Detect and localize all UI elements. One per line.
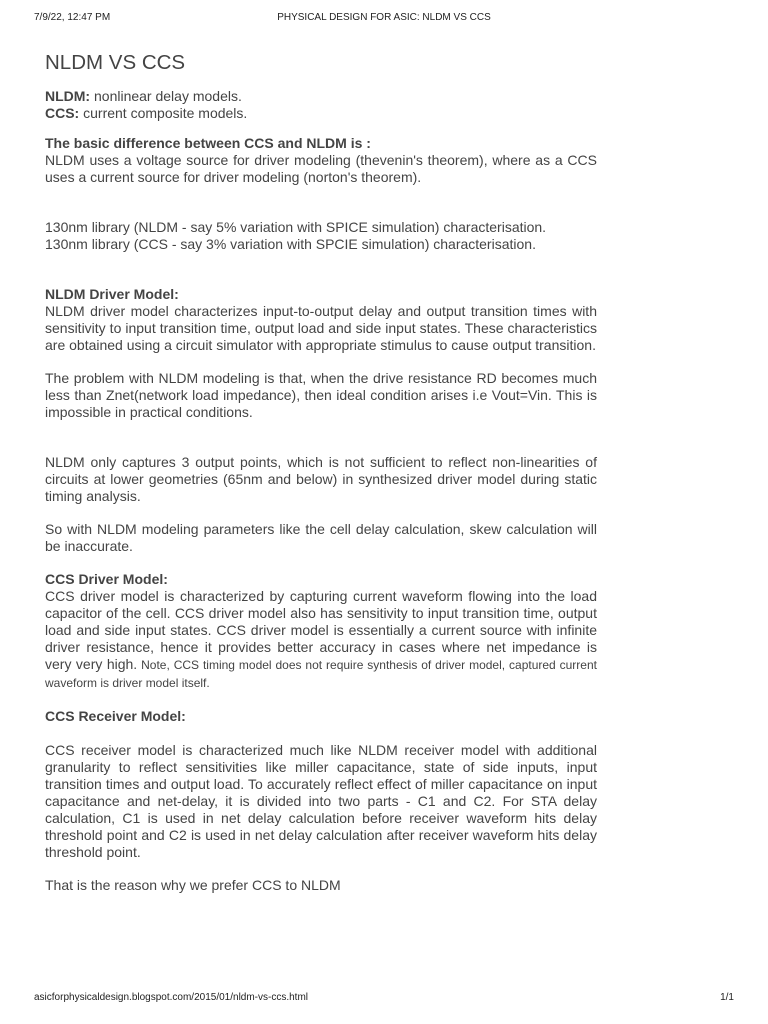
article: [45, 50, 597, 894]
ccs-receiver-heading: CCS Receiver Model:: [45, 708, 186, 724]
definition-nldm: [45, 88, 597, 105]
library-ccs: 130nm library (CCS - say 3% variation with SPCIE simulation) characterisation.: [45, 236, 536, 252]
library-nldm: 130nm library (NLDM - say 5% variation with SPICE simulation) characterisation.: [45, 219, 547, 235]
print-url: asicforphysicaldesign.blogspot.com/2015/01/nldm-vs-ccs.html: [34, 992, 309, 1003]
difference-text: NLDM uses a voltage source for driver modeling (thevenin's theorem), where as a CCS uses a current source for driver modeling (norton's theorem).: [45, 152, 597, 185]
print-title: PHYSICAL DESIGN FOR ASIC: NLDM VS CCS: [277, 12, 491, 23]
nldm-problem-text: The problem with NLDM modeling is that, when the drive resistance RD becomes much less than Znet(network load impedance), then ideal condition arises i.e Vout=Vin. This is impossible in practical conditions.: [45, 370, 597, 420]
definition-nldm-term: NLDM:: [45, 88, 91, 104]
nldm-driver-text: NLDM driver model characterizes input-to-output delay and output transition times with sensitivity to input transition time, output load and side input states. These characteristics are obtained using a circuit simulator with appropriate stimulus to cause output transition.: [45, 303, 597, 353]
page-number: 1/1: [720, 992, 734, 1003]
ccs-driver-text: [45, 588, 597, 692]
nldm-inaccurate-text: So with NLDM modeling parameters like the cell delay calculation, skew calculation will be inaccurate.: [45, 521, 597, 554]
definition-ccs-term: CCS:: [45, 105, 80, 121]
print-date: 7/9/22, 12:47 PM: [34, 12, 111, 23]
ccs-driver-note: Note, CCS timing model does not require synthesis of driver model, captured current waveform is driver model itself.: [45, 658, 597, 690]
nldm-points-text: NLDM only captures 3 output points, which is not sufficient to reflect non-linearities of circuits at lower geometries (65nm and below) in synthesized driver model during static timing analysis.: [45, 454, 597, 504]
article-title: NLDM VS CCS: [45, 51, 186, 74]
difference-heading: The basic difference between CCS and NLDM is :: [45, 135, 371, 151]
definition-ccs: [45, 105, 597, 122]
ccs-receiver-text: CCS receiver model is characterized much like NLDM receiver model with additional granularity to reflect sensitivities like miller capacitance, state of side inputs, input transition times and output load. To accurately reflect effect of miller capacitance on input capacitance and net-delay, it is divided into two parts - C1 and C2. For STA delay calculation, C1 is used in net delay calculation before receiver waveform hits delay threshold point and C2 is used in net delay calculation after receiver waveform hits delay threshold point.: [45, 742, 597, 860]
print-header: [0, 12, 768, 32]
nldm-driver-heading: NLDM Driver Model:: [45, 286, 179, 302]
conclusion-text: That is the reason why we prefer CCS to NLDM: [45, 877, 341, 893]
ccs-driver-main: CCS driver model is characterized by capturing current waveform flowing into the load capacitor of the cell. CCS driver model also has sensitivity to input transition time, output load and side input states. CCS driver model is essentially a current source with infinite driver resistance, hence it provides better accuracy in cases where net impedance is very very high.: [45, 588, 597, 672]
definition-ccs-text: current composite models.: [79, 105, 248, 121]
ccs-driver-heading: CCS Driver Model:: [45, 571, 168, 587]
definition-nldm-text: nonlinear delay models.: [90, 88, 242, 104]
